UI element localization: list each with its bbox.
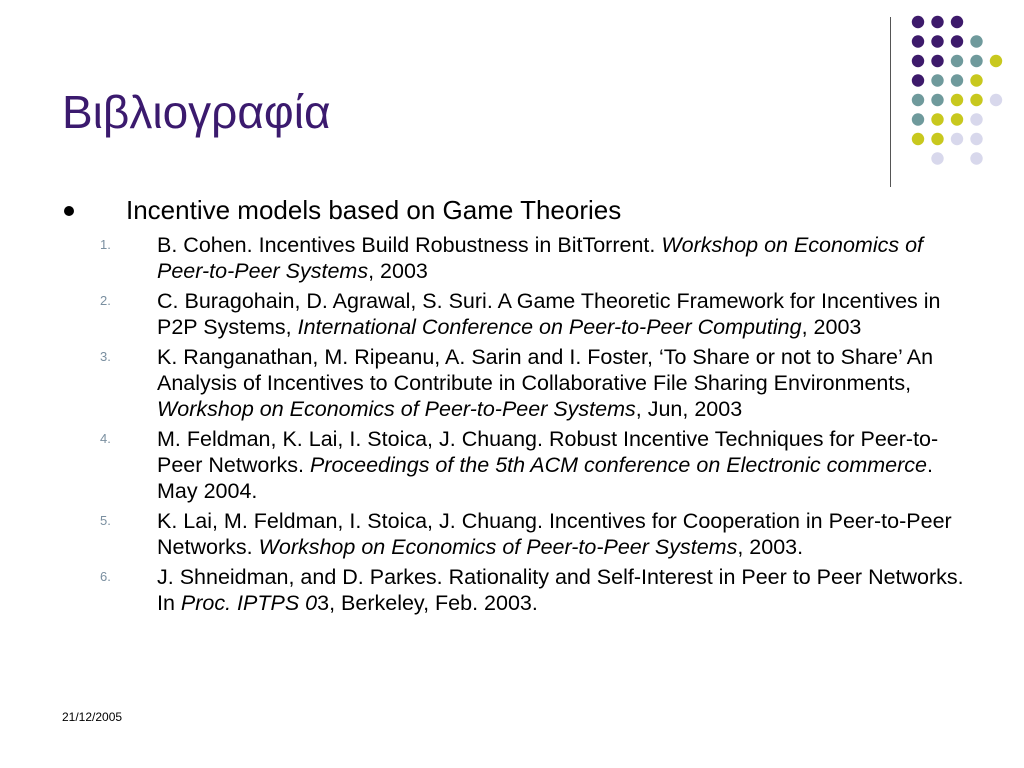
- reference-number: 5.: [100, 513, 111, 528]
- reference-number: 3.: [100, 349, 111, 364]
- decorative-dot: [951, 35, 963, 47]
- reference-text-part: M. Feldman, K. Lai, I. Stoica, J. Chuang. Robust Incentive Techniques for Peer-to-Peer Networks.: [157, 427, 939, 477]
- decorative-dot: [912, 133, 924, 145]
- reference-text-part: K. Ranganathan, M. Ripeanu, A. Sarin and I. Foster, ‘To Share or not to Share’ An Analysis of Incentives to Contribute in Collaborative File Sharing Environments,: [157, 345, 934, 395]
- divider-line: [890, 17, 891, 187]
- decorative-dot: [970, 55, 982, 67]
- decorative-dot: [951, 113, 963, 125]
- decorative-dot: [990, 55, 1002, 67]
- reference-text-part: J. Shneidman, and D. Parkes. Rationality and Self-Interest in Peer to Peer Networks. In: [157, 565, 964, 615]
- decorative-dot: [931, 35, 943, 47]
- decorative-dot: [970, 35, 982, 47]
- reference-venue: Proceedings of the 5th ACM conference on Electronic commerce: [309, 453, 927, 477]
- main-bullet-text: Incentive models based on Game Theories: [126, 195, 622, 225]
- reference-number: 1.: [100, 237, 111, 252]
- decorative-dot: [931, 152, 943, 164]
- reference-number: 4.: [100, 431, 111, 446]
- decorative-dot: [990, 94, 1002, 106]
- decorative-dot: [931, 16, 943, 28]
- reference-venue: Workshop on Economics of Peer-to-Peer Systems: [157, 233, 924, 283]
- reference-item: [100, 288, 970, 340]
- decorative-dot: [912, 113, 924, 125]
- decorative-dot: [951, 55, 963, 67]
- reference-item: [100, 426, 970, 504]
- decorative-dot: [970, 94, 982, 106]
- decorative-dot: [951, 74, 963, 86]
- footer-date: 21/12/2005: [62, 710, 123, 724]
- decorative-dot: [970, 133, 982, 145]
- reference-text-part: C. Buragohain, D. Agrawal, S. Suri. A Game Theoretic Framework for Incentives in P2P Systems,: [157, 289, 941, 339]
- reference-venue: Workshop on Economics of Peer-to-Peer Systems: [157, 397, 636, 421]
- decorative-dot: [912, 55, 924, 67]
- reference-text-part: , 2003: [368, 259, 428, 283]
- reference-item: [100, 508, 970, 560]
- decorative-dot: [951, 133, 963, 145]
- reference-text-part: 3, Berkeley, Feb. 2003.: [317, 591, 538, 615]
- reference-text-part: , Jun, 2003: [635, 397, 743, 421]
- reference-list: [100, 232, 970, 620]
- reference-item: [100, 564, 970, 616]
- reference-venue: International Conference on Peer-to-Peer Computing: [297, 315, 802, 339]
- decorative-dot: [931, 113, 943, 125]
- decorative-dot: [931, 94, 943, 106]
- decorative-dot: [970, 74, 982, 86]
- decorative-dot: [912, 35, 924, 47]
- slide-title: Βιβλιογραφία: [62, 86, 331, 138]
- reference-text: [157, 427, 938, 503]
- reference-text-part: , 2003.: [737, 535, 804, 559]
- reference-venue: Proc. IPTPS 0: [180, 591, 318, 615]
- decorative-dot: [931, 133, 943, 145]
- reference-text: [157, 233, 923, 283]
- decorative-dot: [912, 94, 924, 106]
- decorative-dot: [970, 113, 982, 125]
- decorative-dot: [931, 55, 943, 67]
- reference-text-part: B. Cohen. Incentives Build Robustness in BitTorrent.: [157, 233, 662, 257]
- reference-venue: Workshop on Economics of Peer-to-Peer Systems: [258, 535, 738, 559]
- reference-text: [157, 345, 933, 421]
- decorative-dot: [912, 74, 924, 86]
- reference-item: [100, 232, 970, 284]
- reference-text-part: , 2003: [801, 315, 862, 339]
- reference-text: [157, 289, 941, 339]
- reference-text: [157, 565, 964, 615]
- decorative-dot: [951, 94, 963, 106]
- decorative-dot: [931, 74, 943, 86]
- reference-text-part: . May 2004.: [157, 453, 933, 503]
- reference-item: [100, 344, 970, 422]
- decorative-dot: [912, 16, 924, 28]
- bullet-dot-icon: [64, 206, 74, 216]
- reference-number: 2.: [100, 293, 111, 308]
- reference-text-part: K. Lai, M. Feldman, I. Stoica, J. Chuang. Incentives for Cooperation in Peer-to-Peer Networks.: [157, 509, 952, 559]
- decorative-dot: [970, 152, 982, 164]
- decorative-dot: [951, 16, 963, 28]
- reference-number: 6.: [100, 569, 111, 584]
- reference-text: [157, 509, 952, 559]
